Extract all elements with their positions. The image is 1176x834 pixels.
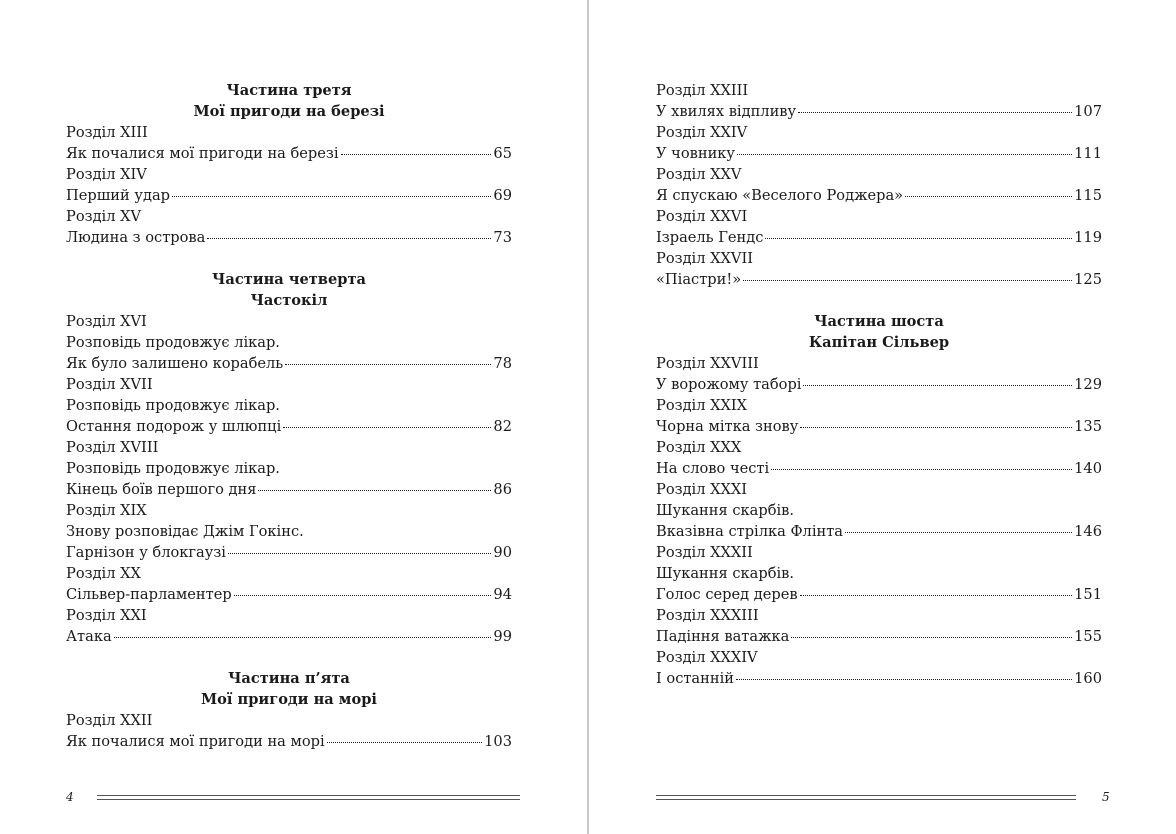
toc-entry-page: 155 [1074,628,1102,645]
dot-leader [283,416,491,428]
toc-entry-title: «Піастри!» [656,271,742,288]
toc-entry-title: Падіння ватажка [656,628,790,645]
part-heading: Мої пригоди на морі [201,691,377,708]
toc-column-left [66,80,512,752]
toc-entry-title: Як почалися мої пригоди на морі [66,733,325,750]
chapter-line: Розділ XXVIII [656,355,759,372]
chapter-line: Розділ XV [66,208,142,225]
footer-rule [97,795,520,800]
toc-entry-title: Перший удар [66,187,170,204]
toc-entry-page: 65 [493,145,512,162]
toc-entry-page: 125 [1074,271,1102,288]
chapter-line: Розділ XXIII [656,82,749,99]
part-heading: Частина п’ята [228,670,350,687]
toc-entry-page: 73 [493,229,512,246]
part-heading: Частина четверта [212,271,366,288]
toc-column-right [656,80,1102,689]
chapter-line: Розділ XXX [656,439,742,456]
toc-entry [656,458,1102,479]
chapter-line: Розділ XXIX [656,397,748,414]
dot-leader [791,626,1072,638]
toc-entry-title: Кінець боїв першого дня [66,481,257,498]
chapter-line: Розділ XX [66,565,141,582]
toc-entry-page: 160 [1074,670,1102,687]
chapter-line: Розділ XIV [66,166,147,183]
toc-entry-title: У хвилях відпливу [656,103,797,120]
section-spacer [66,647,512,668]
toc-entry-page: 82 [493,418,512,435]
toc-entry-page: 86 [493,481,512,498]
toc-entry-page: 99 [493,628,512,645]
chapter-line: Розділ XXXII [656,544,753,561]
part-heading: Частина третя [226,82,352,99]
chapter-line: Розділ XXXIV [656,649,758,666]
toc-entry [66,731,512,752]
chapter-line: Розповідь продовжує лікар. [66,460,280,477]
toc-entry-page: 107 [1074,103,1102,120]
chapter-line: Розповідь продовжує лікар. [66,397,280,414]
dot-leader [172,185,491,197]
chapter-line: Розділ XIX [66,502,147,519]
right-page [589,0,1176,834]
chapter-line: Розповідь продовжує лікар. [66,334,280,351]
toc-entry [656,668,1102,689]
toc-entry-title: Остання подорож у шлюпці [66,418,282,435]
dot-leader [285,353,491,365]
chapter-line: Розділ XXI [66,607,147,624]
chapter-line: Знову розповідає Джім Гокінс. [66,523,304,540]
chapter-line: Розділ XXXIII [656,607,759,624]
chapter-line: Розділ XXV [656,166,742,183]
dot-leader [327,731,482,743]
toc-entry-title: Голос серед дерев [656,586,798,603]
chapter-line: Шукання скарбів. [656,565,795,582]
toc-entry [656,521,1102,542]
toc-entry-title: Вказівна стрілка Флінта [656,523,843,540]
toc-entry-page: 90 [493,544,512,561]
toc-entry-title: Людина з острова [66,229,206,246]
part-heading: Частина шоста [814,313,944,330]
toc-entry [66,353,512,374]
footer-rule [656,795,1076,800]
toc-entry [656,584,1102,605]
toc-entry-title: Як почалися мої пригоди на березі [66,145,339,162]
toc-entry [66,185,512,206]
chapter-line: Розділ XXVI [656,208,748,225]
dot-leader [771,458,1072,470]
toc-entry-page: 129 [1074,376,1102,393]
chapter-line: Шукання скарбів. [656,502,795,519]
toc-entry [656,101,1102,122]
section-spacer [66,248,512,269]
toc-entry-page: 94 [493,586,512,603]
chapter-line: Розділ XXVII [656,250,753,267]
chapter-line: Розділ XVIII [66,439,159,456]
page-number: 5 [1102,790,1110,804]
chapter-line: Розділ XIII [66,124,148,141]
dot-leader [845,521,1072,533]
toc-entry-page: 135 [1074,418,1102,435]
toc-entry [66,584,512,605]
page-number: 4 [66,790,74,804]
toc-entry-page: 78 [493,355,512,372]
dot-leader [905,185,1072,197]
dot-leader [798,101,1072,113]
toc-entry-title: У човнику [656,145,735,162]
dot-leader [114,626,492,638]
toc-entry [656,626,1102,647]
toc-entry-title: І останній [656,670,734,687]
toc-entry [66,626,512,647]
dot-leader [736,668,1072,680]
toc-entry-title: На слово честі [656,460,770,477]
toc-entry [656,143,1102,164]
toc-entry-page: 119 [1074,229,1102,246]
dot-leader [341,143,492,155]
toc-entry-title: Чорна мітка знову [656,418,799,435]
toc-entry [656,185,1102,206]
dot-leader [207,227,491,239]
toc-entry-page: 140 [1074,460,1102,477]
toc-entry [66,479,512,500]
dot-leader [800,416,1072,428]
toc-entry [656,374,1102,395]
toc-entry-page: 151 [1074,586,1102,603]
dot-leader [258,479,491,491]
toc-entry-title: Як було залишено корабель [66,355,284,372]
part-heading: Частокіл [250,292,328,309]
toc-entry-page: 103 [484,733,512,750]
toc-entry-page: 111 [1074,145,1102,162]
part-heading: Мої пригоди на березі [193,103,385,120]
chapter-line: Розділ XVI [66,313,147,330]
left-page [0,0,587,834]
dot-leader [743,269,1072,281]
chapter-line: Розділ XVII [66,376,153,393]
part-heading: Капітан Сільвер [808,334,950,351]
toc-entry-page: 115 [1074,187,1102,204]
toc-entry-title: Гарнізон у блокгаузі [66,544,226,561]
dot-leader [234,584,492,596]
toc-entry-title: У ворожому таборі [656,376,802,393]
toc-entry-title: Я спускаю «Веселого Роджера» [656,187,904,204]
dot-leader [803,374,1072,386]
toc-entry-title: Ізраель Гендс [656,229,764,246]
toc-entry-title: Атака [66,628,112,645]
dot-leader [737,143,1072,155]
toc-entry [656,269,1102,290]
toc-entry [66,542,512,563]
chapter-line: Розділ XXXI [656,481,748,498]
toc-entry [66,416,512,437]
dot-leader [765,227,1072,239]
toc-entry-title: Сільвер-парламентер [66,586,232,603]
toc-entry-page: 69 [493,187,512,204]
toc-entry [66,227,512,248]
dot-leader [228,542,491,554]
chapter-line: Розділ XXII [66,712,153,729]
toc-entry [656,227,1102,248]
dot-leader [800,584,1073,596]
toc-entry [66,143,512,164]
toc-entry [656,416,1102,437]
chapter-line: Розділ XXIV [656,124,748,141]
section-spacer [656,290,1102,311]
toc-entry-page: 146 [1074,523,1102,540]
